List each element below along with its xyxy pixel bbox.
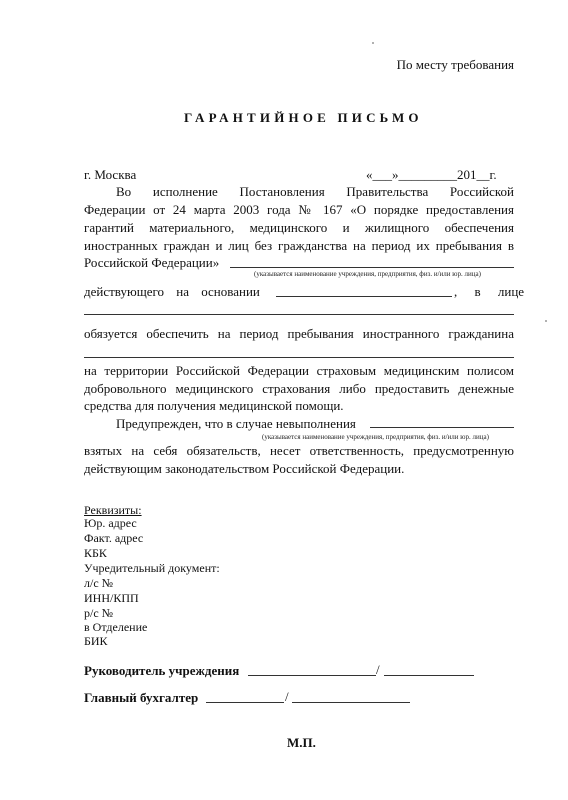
fill-line-citizen <box>84 357 514 358</box>
accountant-signature-separator: / <box>285 689 289 704</box>
requisite-item: р/с № <box>84 606 114 620</box>
represented-by-label: , в лице <box>454 284 525 299</box>
requisite-item: л/с № <box>84 576 114 590</box>
accountant-signature-label: Главный бухгалтер <box>84 690 199 705</box>
paragraph-line: Российской Федерации» <box>84 255 220 270</box>
paragraph-line: Федерации от 24 марта 2003 года № 167 «О порядке предоставления <box>84 202 514 217</box>
requisite-item: КБК <box>84 546 107 560</box>
head-signature-label: Руководитель учреждения <box>84 663 240 678</box>
paragraph-line: действующим законодательством Российской Федерации. <box>84 461 405 476</box>
warning-line: Предупрежден, что в случае невыполнения <box>116 416 356 431</box>
requisite-item: БИК <box>84 634 108 648</box>
paragraph-line: на территории Российской Федерации страховым медицинским полисом <box>84 363 514 378</box>
field-hint: (указывается наименование учреждения, предприятия, физ. и/или юр. лица) <box>262 433 489 441</box>
paragraph-line: средства для получения медицинской помощи. <box>84 398 344 413</box>
document-title: ГАРАНТИЙНОЕ ПИСЬМО <box>184 110 423 125</box>
paragraph-line: взятых на себя обязательств, несет ответственность, предусмотренную <box>84 443 514 458</box>
acting-basis-label: действующего на основании <box>84 284 260 299</box>
paragraph-line: иностранных граждан и лиц без гражданства на период их пребывания в <box>84 238 514 253</box>
scan-speck <box>545 320 547 322</box>
head-signature-line <box>248 675 376 676</box>
accountant-name-line <box>292 702 410 703</box>
field-hint: (указывается наименование учреждения, предприятия, физ. и/или юр. лица) <box>254 270 481 278</box>
date-field: «___»_________201__г. <box>366 167 497 182</box>
fill-line-basis <box>276 296 452 297</box>
fill-line-warned <box>370 427 514 428</box>
stamp-place: М.П. <box>287 735 316 750</box>
scan-speck <box>372 42 374 44</box>
paragraph-line: Во исполнение Постановления Правительства Российской <box>116 184 514 199</box>
fill-line-organization <box>230 267 514 268</box>
obligation-line: обязуется обеспечить на период пребывания иностранного гражданина <box>84 326 514 341</box>
requisite-item: в Отделение <box>84 620 148 634</box>
head-name-line <box>384 675 474 676</box>
paragraph-line: гарантий материального, медицинского и жилищного обеспечения <box>84 220 514 235</box>
requisite-item: Факт. адрес <box>84 531 144 545</box>
requisite-item: Юр. адрес <box>84 516 137 530</box>
addressee: По месту требования <box>396 57 514 72</box>
fill-line-representative <box>84 314 514 315</box>
requisite-item: ИНН/КПП <box>84 591 139 605</box>
requisite-item: Учредительный документ: <box>84 561 220 575</box>
requisites-heading: Реквизиты: <box>84 503 142 517</box>
paragraph-line: добровольного медицинского страхования либо предоставить денежные <box>84 381 514 396</box>
city: г. Москва <box>84 167 137 182</box>
head-signature-separator: / <box>376 662 380 677</box>
accountant-signature-line <box>206 702 284 703</box>
